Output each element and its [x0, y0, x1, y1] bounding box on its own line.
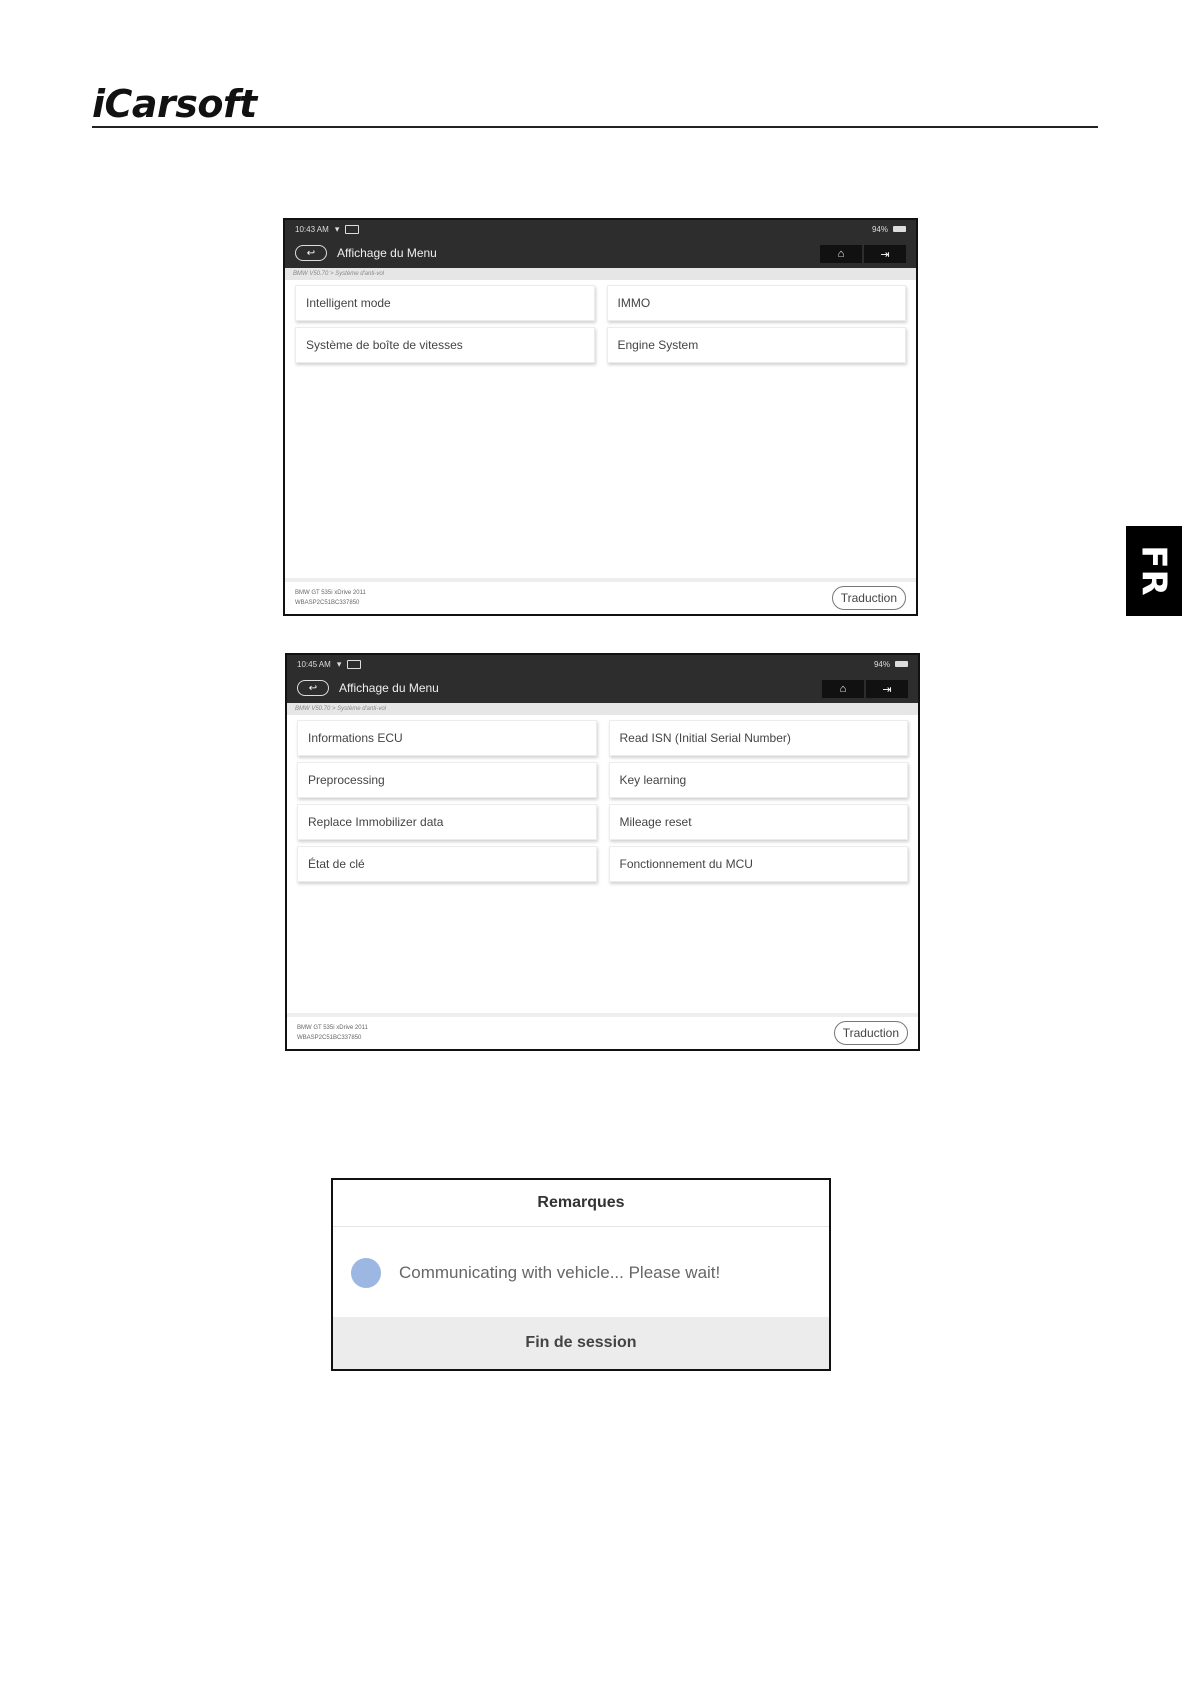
dialog-message: Communicating with vehicle... Please wait! — [399, 1263, 721, 1282]
exit-button[interactable] — [864, 245, 906, 263]
remarks-dialog — [331, 1178, 831, 1371]
exit-button[interactable] — [866, 680, 908, 698]
menu-item-ecu-info[interactable]: Informations ECU — [297, 720, 597, 756]
vehicle-vin: WBASP2C51BC337850 — [295, 600, 360, 606]
translate-button[interactable]: Traduction — [834, 1021, 908, 1045]
vehicle-model: BMW GT 535i xDrive 2011 — [297, 1025, 368, 1031]
home-icon: ⌂ — [837, 248, 845, 260]
exit-icon: ⇥ — [880, 248, 890, 261]
menu-item-engine-system[interactable]: Engine System — [607, 327, 907, 363]
back-button[interactable] — [295, 245, 327, 261]
vehicle-info — [297, 1023, 368, 1043]
back-arrow-icon: ↩ — [306, 247, 316, 259]
exit-icon: ⇥ — [882, 683, 892, 696]
battery-icon — [893, 226, 906, 232]
menu-item-intelligent-mode[interactable]: Intelligent mode — [295, 285, 595, 321]
dialog-title: Remarques — [333, 1180, 829, 1227]
menu-item-replace-immobilizer[interactable]: Replace Immobilizer data — [297, 804, 597, 840]
title-bar — [285, 238, 916, 268]
keyboard-icon — [347, 660, 361, 669]
menu-item-key-learning[interactable]: Key learning — [609, 762, 909, 798]
status-bar — [285, 220, 916, 238]
breadcrumb: BMW V50.70 > Système d'anti-vol — [285, 268, 916, 280]
screen-footer — [287, 1013, 918, 1049]
vehicle-model: BMW GT 535i xDrive 2011 — [295, 590, 366, 596]
vehicle-vin: WBASP2C51BC337850 — [297, 1035, 362, 1041]
home-button[interactable] — [822, 680, 864, 698]
screen-footer — [285, 578, 916, 614]
breadcrumb: BMW V50.70 > Système d'anti-vol — [287, 703, 918, 715]
status-bar — [287, 655, 918, 673]
home-icon: ⌂ — [839, 683, 847, 695]
wifi-icon: ▾ — [336, 658, 342, 669]
menu-item-mileage-reset[interactable]: Mileage reset — [609, 804, 909, 840]
menu-grid — [287, 715, 918, 882]
tablet-screen-2 — [285, 653, 920, 1051]
loading-spinner-icon — [351, 1258, 381, 1288]
home-button[interactable] — [820, 245, 862, 263]
status-time: 10:43 AM — [295, 224, 329, 234]
back-arrow-icon: ↩ — [308, 682, 318, 694]
status-time: 10:45 AM — [297, 659, 331, 669]
translate-button[interactable]: Traduction — [832, 586, 906, 610]
page-title: Affichage du Menu — [337, 246, 437, 260]
menu-item-key-status[interactable]: État de clé — [297, 846, 597, 882]
menu-item-mcu-operation[interactable]: Fonctionnement du MCU — [609, 846, 909, 882]
end-session-button[interactable]: Fin de session — [333, 1317, 829, 1369]
language-tab — [1126, 526, 1182, 616]
header-divider — [92, 126, 1098, 128]
battery-icon — [895, 661, 908, 667]
menu-item-gearbox-system[interactable]: Système de boîte de vitesses — [295, 327, 595, 363]
language-tab-label: FR — [1134, 545, 1174, 597]
menu-item-immo[interactable]: IMMO — [607, 285, 907, 321]
tablet-screen-1 — [283, 218, 918, 616]
menu-grid — [285, 280, 916, 363]
dialog-body — [333, 1227, 829, 1319]
menu-item-preprocessing[interactable]: Preprocessing — [297, 762, 597, 798]
back-button[interactable] — [297, 680, 329, 696]
vehicle-info — [295, 588, 366, 608]
brand-logo: iCarsoft — [92, 82, 257, 126]
page-title: Affichage du Menu — [339, 681, 439, 695]
menu-item-read-isn[interactable]: Read ISN (Initial Serial Number) — [609, 720, 909, 756]
keyboard-icon — [345, 225, 359, 234]
battery-level: 94% — [871, 224, 888, 234]
title-bar — [287, 673, 918, 703]
wifi-icon: ▾ — [334, 223, 340, 234]
battery-level: 94% — [873, 659, 890, 669]
